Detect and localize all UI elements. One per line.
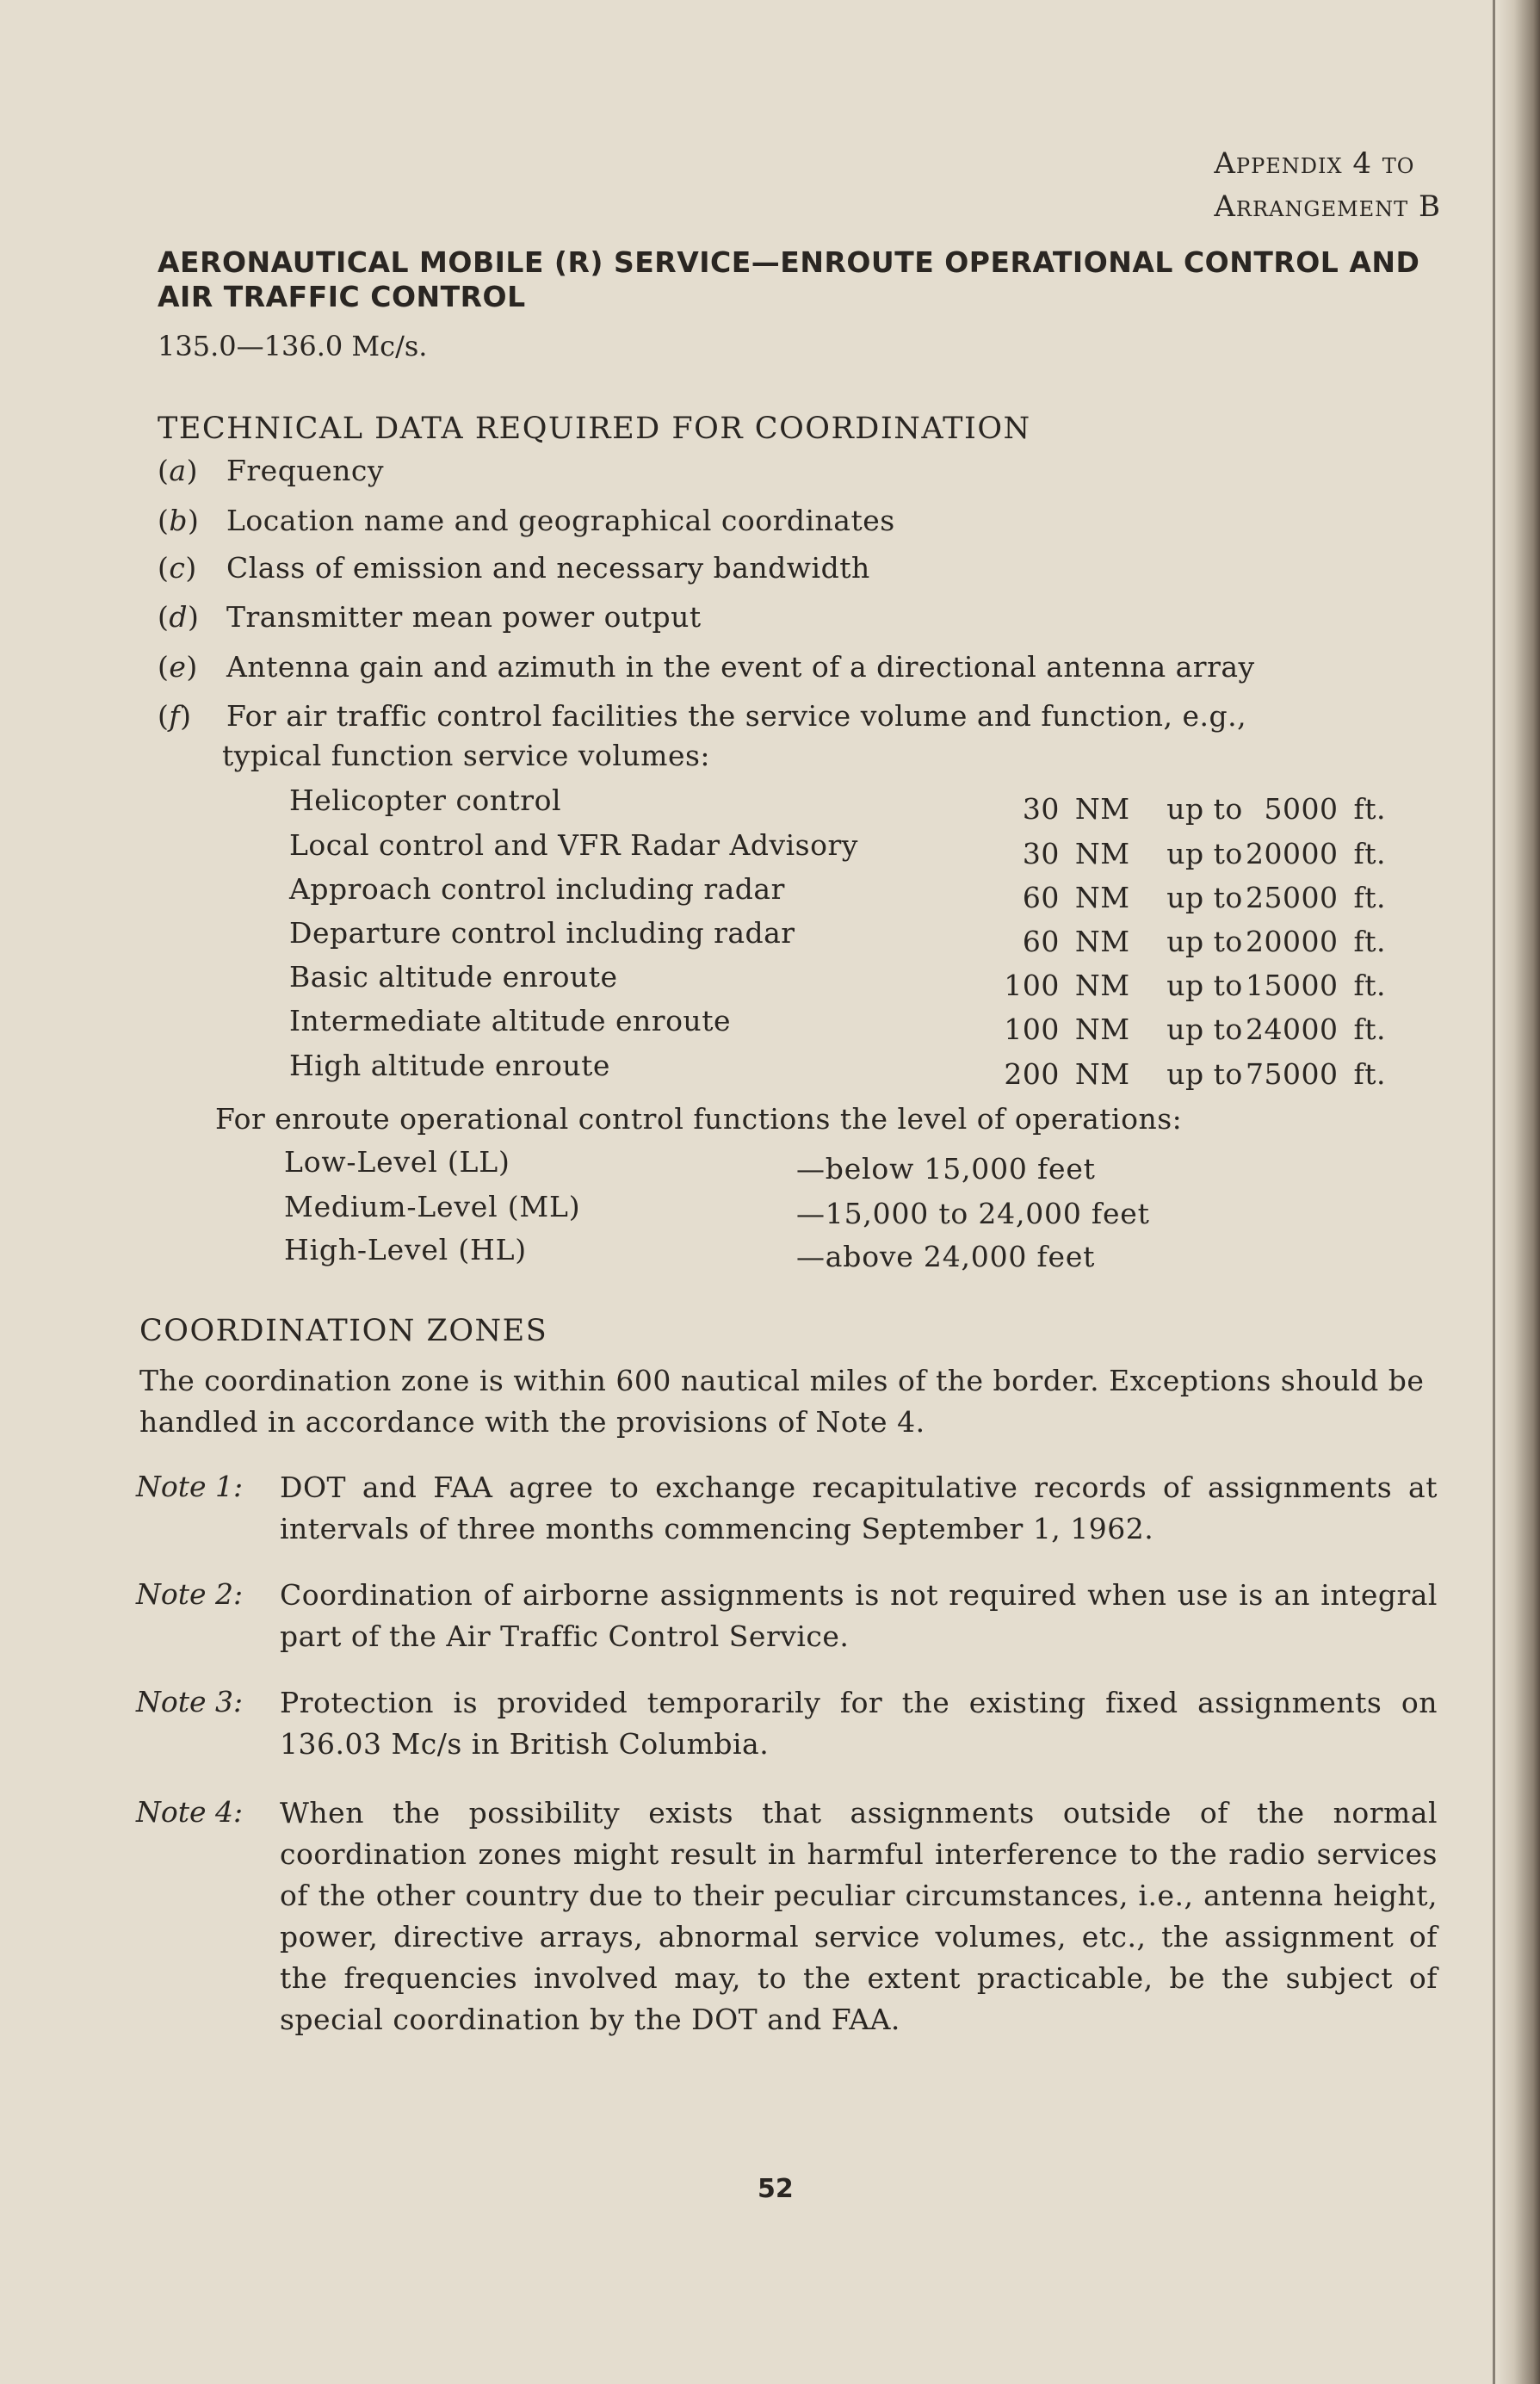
function-name: Intermediate altitude enroute — [289, 1004, 731, 1037]
function-name: Local control and VFR Radar Advisory — [289, 828, 858, 862]
function-volume: 60 NM up to 20000 ft. — [1022, 925, 1386, 958]
note-text: Coordination of airborne assignments is not required when use is an integral part of the Air Traffic Control Service. — [280, 1578, 1438, 1653]
function-volume: 30 NM up to 5000 ft. — [1022, 792, 1386, 826]
note-text: When the possibility exists that assignments outside of the normal coordination zones might result in harmful interference to the radio services of the other country due to their peculiar circumstances, i.e., antenna height, power, directive arrays, abnormal service volumes, etc., the assignment of the frequencies involved may, to the extent practicable, be the subject of special coordination by the DOT and FAA. — [280, 1796, 1438, 2036]
note-label: Note 1: — [136, 1470, 244, 1503]
function-volume: 200 NM up to 75000 ft. — [1004, 1057, 1386, 1091]
function-volume: 30 NM up to 20000 ft. — [1022, 837, 1386, 870]
level-range: —above 24,000 feet — [796, 1240, 1096, 1273]
technical-item — [158, 650, 1255, 684]
item-text: Location name and geographical coordinates — [226, 504, 895, 537]
note-text: Protection is provided temporarily for the existing fixed assignments on 136.03 Mc/s in British Columbia. — [280, 1686, 1438, 1761]
coordination-zones-title: COORDINATION ZONES — [139, 1314, 548, 1348]
level-range: —15,000 to 24,000 feet — [796, 1197, 1150, 1230]
frequency-range: 135.0—136.0 Mc/s. — [158, 330, 428, 362]
note-label: Note 2: — [136, 1577, 244, 1611]
technical-item — [158, 600, 702, 634]
function-volume: 60 NM up to 25000 ft. — [1022, 881, 1386, 914]
technical-item — [158, 504, 895, 537]
item-marker: (a) — [158, 454, 198, 487]
page-edge — [1493, 0, 1495, 2384]
function-name: Departure control including radar — [289, 916, 795, 950]
item-marker: (e) — [158, 650, 198, 684]
note-label: Note 4: — [136, 1795, 244, 1829]
coordination-zones-text: The coordination zone is within 600 nautical miles of the border. Exceptions should be handled in accordance with the provisions of Note 4. — [139, 1364, 1425, 1439]
book-spine-shadow — [1497, 0, 1540, 2384]
level-name: Medium-Level (ML) — [284, 1190, 581, 1223]
function-name: High altitude enroute — [289, 1049, 610, 1082]
level-name: Low-Level (LL) — [284, 1145, 510, 1179]
function-volume: 100 NM up to 15000 ft. — [1004, 969, 1386, 1002]
function-name: Approach control including radar — [289, 872, 785, 906]
item-text: Antenna gain and azimuth in the event of a directional antenna array — [226, 650, 1255, 684]
page-number: 52 — [758, 2174, 794, 2204]
appendix-line-2: Arrangement B — [1214, 189, 1441, 224]
item-marker: (b) — [158, 504, 200, 537]
technical-item — [158, 699, 1246, 733]
appendix-line-1: Appendix 4 to — [1214, 146, 1415, 181]
function-name: Basic altitude enroute — [289, 960, 618, 994]
technical-data-title: TECHNICAL DATA REQUIRED FOR COORDINATION — [158, 412, 1031, 446]
item-marker: (c) — [158, 551, 197, 585]
item-text: For air traffic control facilities the service volume and function, e.g., — [226, 699, 1247, 733]
item-text: Frequency — [226, 454, 384, 487]
item-text: Transmitter mean power output — [226, 600, 702, 634]
enroute-intro: For enroute operational control functions the level of operations: — [215, 1102, 1183, 1136]
item-text: Class of emission and necessary bandwidth — [226, 551, 870, 585]
item-marker: (f) — [158, 699, 192, 733]
item-f-continuation: typical function service volumes: — [222, 739, 711, 772]
note-text: DOT and FAA agree to exchange recapitulative records of assignments at intervals of three months commencing September 1, 1962. — [280, 1471, 1438, 1545]
note-label: Note 3: — [136, 1685, 244, 1718]
function-volume: 100 NM up to 24000 ft. — [1004, 1012, 1386, 1046]
level-range: —below 15,000 feet — [796, 1152, 1096, 1186]
level-name: High-Level (HL) — [284, 1233, 527, 1266]
technical-item — [158, 551, 870, 585]
function-name: Helicopter control — [289, 783, 562, 817]
page-heading: AERONAUTICAL MOBILE (R) SERVICE—ENROUTE OPERATIONAL CONTROL AND AIR TRAFFIC CONTROL — [158, 245, 1420, 313]
appendix-reference — [1214, 142, 1441, 228]
technical-item — [158, 454, 384, 487]
item-marker: (d) — [158, 600, 200, 634]
